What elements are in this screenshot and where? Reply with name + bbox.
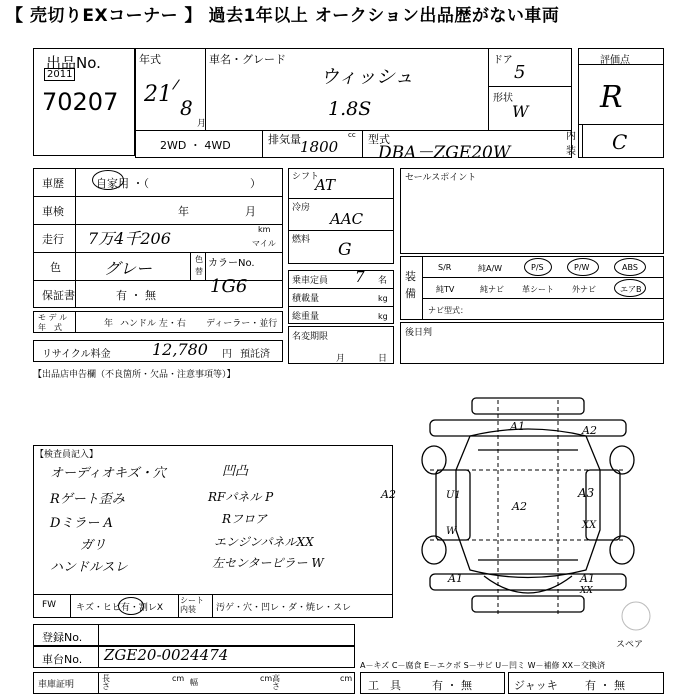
seat-items: 汚ゲ・穴・凹レ・ダ・焼レ・スレ — [216, 603, 352, 613]
color-code: 1G6 — [210, 276, 248, 297]
notes-label: 【出品店申告欄（不良箇所・欠品・注意事項等）】 — [33, 370, 236, 380]
damage-mark-9: A1 — [580, 572, 595, 585]
nav-model-label: ナビ型式： — [428, 306, 468, 315]
displacement-unit: cc — [348, 131, 356, 139]
jack-options: 有 ・ 無 — [585, 679, 625, 692]
inspector-line-1: オーディオキズ・穴 — [50, 466, 166, 481]
inspector-right-5: 左センターピラー W — [212, 556, 324, 570]
fuel-value: G — [338, 240, 352, 260]
registration-label: 登録No. — [42, 631, 83, 644]
inspector-line-2: Rゲート歪み — [50, 492, 125, 507]
history-label: 車歴 — [42, 177, 64, 190]
model-code-label: 型式 — [368, 133, 390, 146]
door-value: 5 — [514, 62, 526, 83]
inspector-line-3: Dミラー A — [50, 516, 113, 531]
model-grade: 1.8S — [328, 98, 372, 120]
mileage-unit-km: km — [258, 225, 271, 234]
fw-items: キズ・ヒビ有・割レX — [76, 603, 163, 613]
weight-unit: kg — [378, 312, 388, 321]
dim-length: 長さ — [102, 674, 110, 691]
inspector-right-3: Rフロア — [222, 512, 268, 526]
model-name: ウィッシュ — [320, 66, 414, 88]
dim-height-unit: cm — [340, 674, 353, 683]
dealer-options: ディーラー・並行 — [206, 319, 278, 329]
equip-alloy: 純A/W — [478, 264, 503, 273]
inspection-label: 車検 — [42, 205, 64, 218]
damage-mark-1: A1 — [510, 420, 525, 433]
chassis-value: ZGE20-0024474 — [104, 646, 229, 664]
damage-legend: A－キズ C－腐食 E－エクボ S－サビ U－凹ミ W－補修 XX－交換済 — [360, 661, 606, 670]
equip-tv: 純TV — [436, 285, 455, 294]
history-options: 自家用 ・（ — [96, 177, 149, 190]
dim-width-unit: cm — [260, 674, 273, 683]
damage-mark-2: A2 — [582, 424, 597, 437]
damage-mark-5: U1 — [446, 490, 461, 501]
damage-mark-4: A3 — [578, 486, 595, 500]
spare-label: スペア — [616, 640, 644, 650]
year-label: 年式 — [139, 53, 161, 66]
equip-abs: ABS — [622, 263, 638, 272]
capacity-unit: 名 — [378, 276, 388, 286]
tools-options: 有 ・ 無 — [432, 679, 472, 692]
handle-options: ハンドル 左・右 — [120, 319, 186, 329]
reg-date-unit: 月 — [336, 354, 346, 364]
tools-label: 工 具 — [368, 679, 401, 692]
equip-sr: S/R — [438, 263, 452, 272]
interior-label-1: 内 — [566, 131, 576, 142]
mileage-label: 走行 — [42, 233, 64, 246]
year-month: 8 — [180, 96, 193, 120]
mileage-value: 7万4千206 — [88, 229, 171, 248]
capacity-label: 乗車定員 — [292, 276, 329, 286]
displacement-label: 排気量 — [268, 133, 301, 146]
mileage-unit-mile: マイル — [252, 239, 276, 248]
dim-height: 高さ — [272, 674, 280, 691]
color-code-label: カラーNo. — [208, 258, 255, 269]
equip-leather: 革シート — [522, 285, 554, 294]
recycle-status: 預託済 — [240, 349, 270, 360]
equip-pw: P/W — [574, 263, 590, 272]
inspector-right-2: RFパネル P — [208, 490, 274, 504]
damage-mark-11: W — [446, 526, 457, 537]
inspector-right-4: エンジンパネルXX — [214, 535, 314, 549]
ac-value: AAC — [330, 210, 364, 228]
header-title: 【 売切りEXコーナー 】 過去1年以上 オークション出品歴がない車両 — [6, 6, 560, 26]
seat-label: シート内装 — [180, 596, 204, 614]
shape-label: 形状 — [493, 93, 513, 104]
equipment-label-2: 備 — [405, 287, 416, 300]
shift-value: AT — [315, 176, 336, 194]
door-label: ドア — [493, 55, 513, 66]
after-sale-box — [400, 322, 664, 364]
month-unit: 月 — [197, 119, 207, 129]
dimensions-label: 車庫証明 — [38, 680, 75, 690]
shape-value: W — [512, 102, 529, 121]
reg-date-label: 名変期限 — [292, 332, 329, 342]
equip-airbag: エアB — [620, 285, 642, 294]
drive-label: 2WD ・ 4WD — [160, 139, 231, 152]
reg-date-unit2: 日 — [378, 354, 388, 364]
damage-mark-3: A2 — [381, 488, 396, 501]
recycle-value: 12,780 — [152, 340, 208, 359]
jack-label: ジャッキ — [514, 679, 558, 692]
recycle-unit: 円 — [222, 349, 232, 360]
model-year-label-2: 年 式 — [38, 323, 62, 332]
ac-label: 冷房 — [292, 203, 311, 213]
lot-year: 2011 — [44, 68, 75, 81]
fw-label: FW — [42, 600, 57, 610]
inspector-label: 【検査員記入】 — [35, 450, 99, 460]
recycle-label: リサイクル料金 — [42, 349, 111, 360]
equip-nav: 純ナビ — [480, 285, 504, 294]
damage-mark-6: A2 — [512, 500, 527, 513]
interior-value: C — [612, 130, 628, 154]
model-year-label-1: モ デ ル — [38, 313, 68, 322]
inspection-year-unit: 年 — [178, 205, 189, 218]
warranty-options: 有 ・ 無 — [116, 289, 156, 302]
inspector-line-5: ハンドルスレ — [50, 560, 128, 575]
equip-ext-nav: 外ナビ — [572, 285, 596, 294]
inspection-month-unit: 月 — [245, 205, 256, 218]
load-unit: kg — [378, 294, 388, 303]
equip-ps: P/S — [531, 263, 544, 272]
inspector-line-4: ガリ — [80, 538, 107, 553]
repaint-label-2: 替 — [195, 267, 203, 276]
year-value: 21 — [144, 82, 172, 107]
dim-width: 幅 — [190, 678, 198, 687]
capacity-value: 7 — [355, 268, 365, 286]
color-label: 色 — [50, 261, 61, 274]
repaint-label-1: 色 — [195, 255, 203, 264]
fuel-label: 燃料 — [292, 235, 311, 245]
sales-point-label: セールスポイント — [405, 173, 477, 183]
damage-mark-8: A1 — [448, 572, 463, 585]
history-close: ） — [250, 177, 261, 190]
damage-mark-7: XX — [582, 520, 597, 531]
car-damage-diagram — [400, 380, 660, 640]
displacement-value: 1800 — [300, 138, 339, 156]
load-label: 積載量 — [292, 294, 320, 304]
weight-label: 総重量 — [292, 312, 320, 322]
warranty-label: 保証書 — [42, 289, 75, 302]
lot-number-label: 出品No. — [46, 54, 101, 72]
score-value: R — [600, 80, 623, 115]
model-label: 車名・グレード — [209, 53, 286, 66]
shift-label: シフト — [292, 172, 320, 182]
inspector-right-1: 凹凸 — [222, 464, 249, 479]
interior-label-2: 装 — [566, 146, 576, 157]
score-label: 評価点 — [600, 55, 630, 66]
model-year-unit: 年 — [104, 319, 114, 329]
damage-mark-10: XX — [580, 586, 593, 596]
model-code-value: DBA－ZGE20W — [378, 143, 511, 163]
color-value: グレー — [104, 259, 153, 278]
equipment-label-1: 装 — [405, 270, 416, 283]
chassis-label: 車台No. — [42, 653, 83, 666]
after-sale-label: 後日判 — [405, 328, 433, 338]
lot-number: 70207 — [42, 88, 119, 116]
dim-length-unit: cm — [172, 674, 185, 683]
